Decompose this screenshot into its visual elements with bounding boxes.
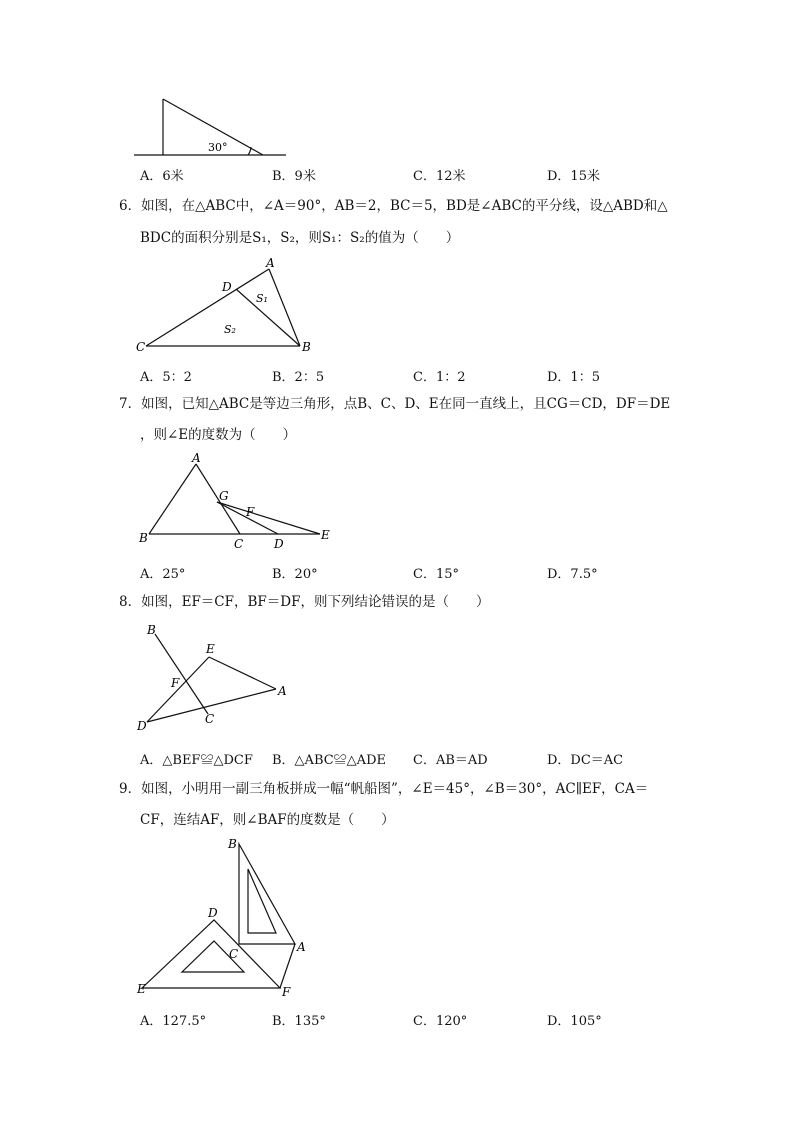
q8-segment-ea <box>209 657 276 689</box>
q8-label-f: F <box>171 676 180 690</box>
q5-option-a: A．6米 <box>140 169 184 184</box>
q8-option-b: B．△ABC≌△ADE <box>272 753 386 768</box>
q6-side-ca <box>146 269 269 346</box>
q8-figure <box>130 620 300 736</box>
q9-label-e: E <box>137 982 146 996</box>
q8-label-a: A <box>278 684 287 698</box>
q9-set-square-30-outer <box>239 844 295 944</box>
q7-stem-line2: ，则∠E的度数为（ ） <box>140 427 297 443</box>
q9-set-square-30-inner <box>248 869 276 933</box>
q9-option-d: D．105° <box>547 1014 602 1029</box>
q9-label-d: D <box>208 906 218 920</box>
q9-stem-line2: CF，连结AF，则∠BAF的度数是（ ） <box>140 812 395 828</box>
q7-label-c: C <box>234 537 244 551</box>
q6-label-d: D <box>222 280 232 294</box>
q7-label-d: D <box>274 537 284 551</box>
q6-stem-line1: 6．如图，在△ABC中，∠A＝90°，AB＝2，BC＝5，BD是∠ABC的平分线，设△ABD和△ <box>119 198 668 214</box>
q8-option-a: A．△BEF≌△DCF <box>140 753 253 768</box>
q8-segment-bc <box>155 634 208 714</box>
q7-label-f: F <box>246 505 255 519</box>
q5-option-c: C．12米 <box>413 169 466 184</box>
q5-angle-arc <box>248 147 251 155</box>
q6-label-s2: S₂ <box>224 323 236 336</box>
q7-label-e: E <box>321 528 330 542</box>
q7-figure <box>130 450 340 554</box>
q5-angle-label: 30° <box>208 141 228 154</box>
q8-option-d: D．DC＝AC <box>547 753 624 768</box>
q9-option-a: A．127.5° <box>140 1014 207 1029</box>
q7-label-g: G <box>219 489 229 503</box>
q8-label-c: C <box>205 712 215 726</box>
q9-label-a: A <box>297 940 306 954</box>
q7-label-b: B <box>139 531 148 545</box>
q8-label-b: B <box>147 623 156 637</box>
q9-option-c: C．120° <box>413 1014 468 1029</box>
q5-option-b: B．9米 <box>272 169 316 184</box>
q6-option-a: A．5：2 <box>140 370 192 385</box>
q7-option-a: A．25° <box>140 567 186 582</box>
q9-label-b: B <box>228 837 237 851</box>
q9-label-f: F <box>282 985 291 999</box>
q8-stem-line1: 8．如图，EF＝CF，BF＝DF，则下列结论错误的是（ ） <box>119 594 490 610</box>
q7-label-a: A <box>192 451 201 465</box>
q6-option-c: C．1：2 <box>413 370 466 385</box>
q7-option-c: C．15° <box>413 567 459 582</box>
q9-option-b: B．135° <box>272 1014 326 1029</box>
q9-stem-line1: 9．如图，小明用一副三角板拼成一幅“帆船图”，∠E＝45°，∠B＝30°，AC∥EF，CA＝ <box>119 781 649 797</box>
q8-label-d: D <box>137 719 147 733</box>
q6-option-b: B．2：5 <box>272 370 325 385</box>
q7-side-ab <box>149 464 196 534</box>
q9-label-c: C <box>229 947 239 961</box>
q6-figure <box>130 254 320 354</box>
q9-set-square-45-outer <box>142 920 280 988</box>
q6-bisector-bd <box>236 289 300 346</box>
q6-label-b: B <box>302 340 311 354</box>
q6-option-d: D．1：5 <box>547 370 600 385</box>
q6-label-c: C <box>136 340 146 354</box>
q7-option-b: B．20° <box>272 567 318 582</box>
q7-side-ac <box>196 464 240 534</box>
q6-label-s1: S₁ <box>256 292 268 305</box>
q8-label-e: E <box>206 642 215 656</box>
q7-option-d: D．7.5° <box>547 567 598 582</box>
q9-figure <box>130 834 310 1000</box>
q5-figure <box>130 92 290 160</box>
q7-stem-line1: 7．如图，已知△ABC是等边三角形，点B、C、D、E在同一直线上，且CG＝CD，DF＝DE <box>119 396 671 412</box>
q9-segment-af <box>280 944 295 988</box>
q6-label-a: A <box>266 256 275 270</box>
q6-stem-line2: BDC的面积分别是S₁，S₂，则S₁：S₂的值为（ ） <box>140 230 460 246</box>
q8-option-c: C．AB＝AD <box>413 753 488 768</box>
q6-side-ab <box>269 269 300 346</box>
q5-option-d: D．15米 <box>547 169 600 184</box>
